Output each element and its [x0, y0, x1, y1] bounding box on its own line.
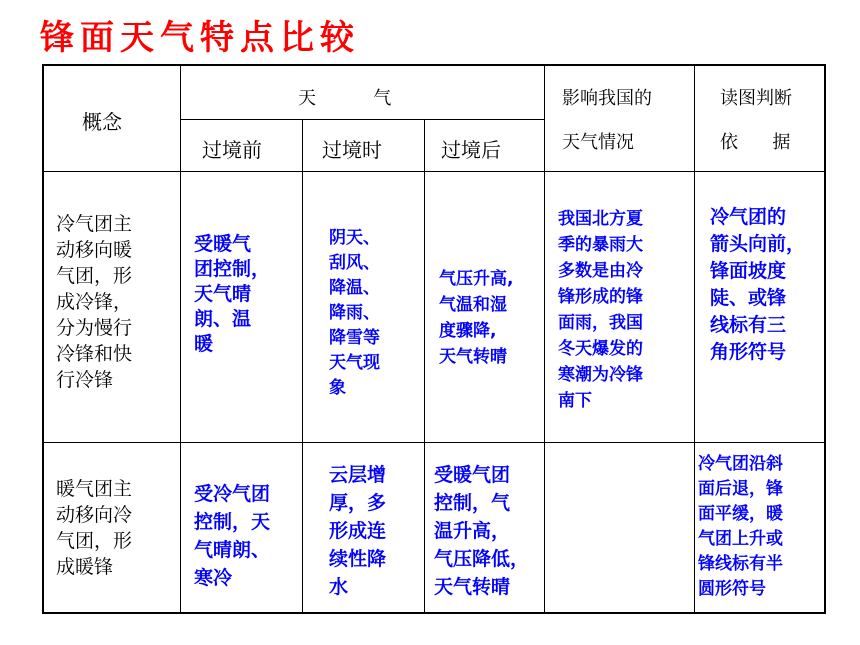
warm-front-after: 受暖气团 控制，气 温升高， 气压降低， 天气转晴	[434, 464, 530, 598]
header-influence: 影响我国的 天气情况	[562, 88, 652, 153]
cold-front-during: 阴天、 刮风、 降温、 降雨、 降雪等 天气现 象	[329, 228, 380, 398]
warm-front-before: 受冷气团 控制，天 气晴朗、 寒冷	[194, 483, 271, 589]
row-divider	[44, 171, 824, 172]
header-weather: 天 气	[298, 88, 392, 109]
col-divider	[544, 66, 545, 612]
cold-front-after: 气压升高, 气温和湿 度骤降, 天气转晴	[439, 269, 514, 367]
header-concept: 概念	[82, 110, 122, 134]
comparison-table	[42, 64, 826, 614]
col-divider	[424, 119, 425, 612]
col-divider	[302, 119, 303, 612]
row-divider	[180, 119, 544, 120]
warm-front-concept: 暖气团主 动移向冷 气团，形 成暖锋	[56, 478, 133, 578]
warm-front-during: 云层增 厚，多 形成连 续性降 水	[329, 464, 387, 598]
col-divider	[180, 66, 181, 612]
col-divider	[694, 66, 695, 612]
page-title: 锋面天气特点比较	[40, 18, 360, 58]
header-before: 过境前	[202, 138, 262, 162]
cold-front-judge: 冷气团的 箭头向前， 锋面坡度 陡、或锋 线标有三 角形符号	[710, 206, 806, 363]
header-judge: 读图判断 依 据	[720, 88, 792, 153]
cold-front-concept: 冷气团主 动移向暖 气团，形 成冷锋， 分为慢行 冷锋和快 行冷锋	[56, 213, 133, 391]
row-divider	[44, 442, 824, 443]
header-during: 过境时	[322, 138, 382, 162]
cold-front-before: 受暖气 团控制， 天气晴 朗、温 暖	[194, 233, 271, 355]
header-after: 过境后	[441, 138, 501, 162]
cold-front-influence: 我国北方夏 季的暴雨大 多数是由冷 锋形成的锋 面雨，我国 冬天爆发的 寒潮为冷锋 南下	[558, 209, 643, 411]
warm-front-judge: 冷气团沿斜 面后退，锋 面平缓，暖 气团上升或 锋线标有半 圆形符号	[698, 454, 783, 599]
